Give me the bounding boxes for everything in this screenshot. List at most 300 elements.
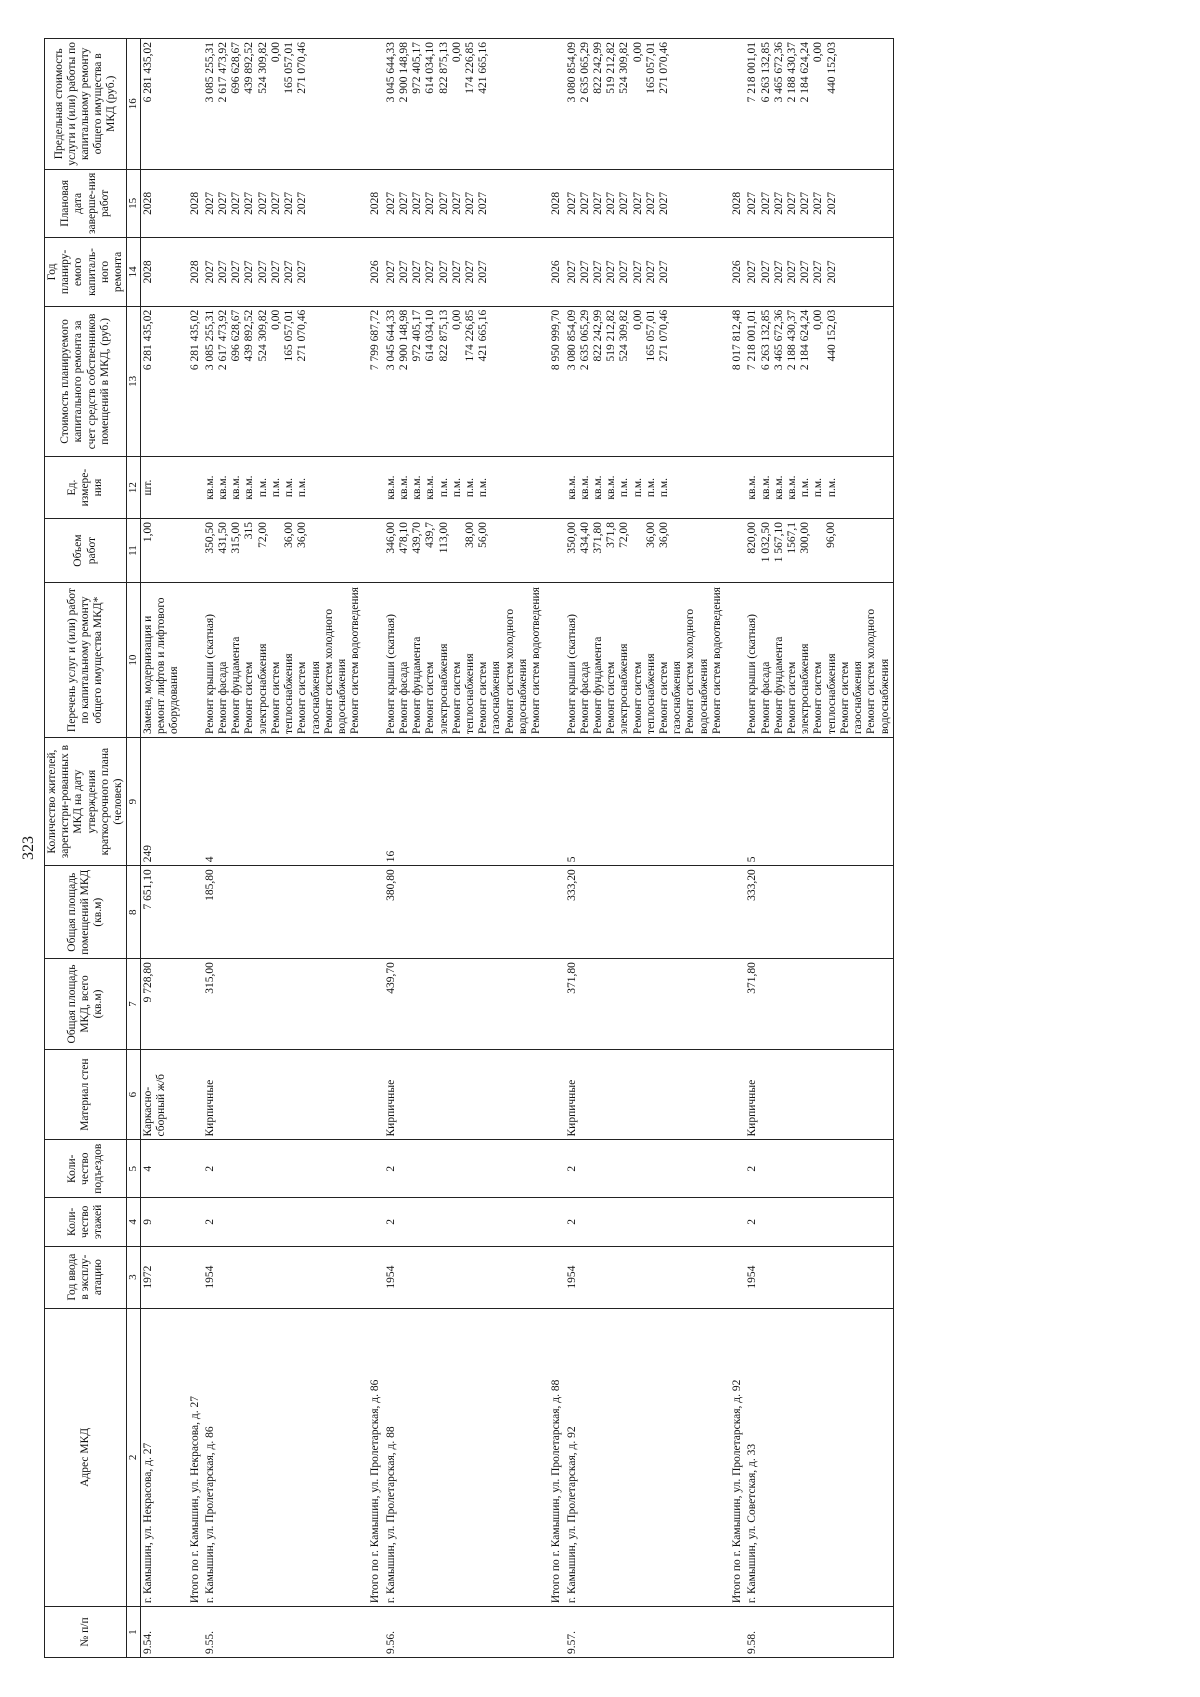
table-row: [140, 39, 182, 1658]
total-blank: [544, 1049, 564, 1140]
work-end-date: 2027: [411, 191, 424, 215]
total-row: [544, 39, 564, 1658]
work-end-date: 2027: [217, 191, 230, 215]
work-year: 2027: [243, 260, 256, 284]
record-number: 9.55.: [203, 1607, 364, 1658]
record-residents: 16: [384, 737, 545, 865]
total-blank: [363, 959, 383, 1050]
work-cost: 2 617 473,92: [217, 309, 230, 371]
total-row: [363, 39, 383, 1658]
work-year: 2027: [786, 260, 799, 284]
work-costs: [745, 306, 893, 456]
work-unit: кв.м.: [424, 475, 437, 500]
total-blank: [363, 39, 383, 170]
work-name: Ремонт фасада: [578, 661, 591, 734]
work-volume: [451, 522, 464, 579]
work-limit-cost: 3 085 255,31: [203, 42, 216, 103]
work-end-date: 2027: [424, 191, 437, 215]
total-year: 2026: [544, 238, 564, 307]
work-volume: 346,00: [384, 522, 397, 554]
total-blank: [363, 866, 383, 959]
work-limit-cost: 271 070,46: [658, 42, 671, 94]
work-limit-cost: 524 309,82: [256, 42, 269, 94]
work-volumes: [140, 519, 182, 583]
work-limit-cost: 6 281 435,02: [141, 42, 154, 103]
work-cost: 0,00: [812, 309, 825, 330]
column-number: 7: [127, 959, 141, 1050]
work-end-date: 2027: [578, 191, 591, 215]
total-end: 2028: [363, 169, 383, 238]
work-limits: [140, 39, 182, 170]
total-label: Итого по г. Камышин, ул. Некрасова, д. 27: [183, 1308, 203, 1607]
column-number: 10: [127, 583, 141, 738]
record-floors: 2: [565, 1197, 726, 1246]
work-costs: [384, 306, 545, 456]
work-cost: 696 628,67: [230, 309, 243, 362]
work-cost: 2 188 430,37: [786, 309, 799, 371]
work-end-date: 2027: [437, 191, 450, 215]
header-row: [45, 39, 127, 1658]
work-unit: п.м.: [283, 477, 296, 498]
work-name: Ремонт фасада: [397, 661, 410, 734]
total-blank: [725, 39, 745, 170]
work-year: 2027: [463, 260, 476, 284]
total-year: 2026: [363, 238, 383, 307]
work-unit: кв.м.: [565, 475, 578, 500]
record-area-rooms: 333,20: [565, 866, 726, 959]
work-year: 2027: [605, 260, 618, 284]
work-cost: 440 152,03: [825, 309, 838, 362]
work-years: [565, 238, 726, 307]
work-cost: 6 281 435,02: [141, 309, 154, 371]
record-address: г. Камышин, ул. Пролетарская, д. 86: [203, 1308, 364, 1607]
work-limit-cost: 0,00: [631, 42, 644, 63]
total-blank: [363, 457, 383, 519]
work-year: 2027: [565, 260, 578, 284]
work-limit-cost: 7 218 001,01: [746, 42, 759, 103]
record-residents: 5: [745, 737, 893, 865]
total-row: [183, 39, 203, 1658]
work-name: Ремонт систем электроснабжения: [424, 643, 450, 734]
work-year: 2027: [411, 260, 424, 284]
total-blank: [363, 1049, 383, 1140]
column-number: 13: [127, 306, 141, 456]
work-volumes: [745, 519, 893, 583]
work-volume: 431,50: [217, 522, 230, 554]
work-name: Ремонт крыши (скатная): [203, 614, 216, 734]
record-year: 1954: [203, 1246, 364, 1308]
work-limit-cost: 165 057,01: [283, 42, 296, 94]
table-row: [384, 39, 545, 1658]
table-row: [203, 39, 364, 1658]
column-number: 14: [127, 238, 141, 307]
work-name: Ремонт систем электроснабжения: [786, 643, 812, 734]
work-name: Ремонт систем электроснабжения: [243, 643, 269, 734]
work-costs: [565, 306, 726, 456]
work-name: Ремонт фундамента: [411, 636, 424, 734]
work-limit-cost: 3 080 854,09: [565, 42, 578, 103]
work-cost: 421 665,16: [477, 309, 490, 362]
work-unit: п.м.: [658, 477, 671, 498]
work-cost: 822 875,13: [437, 309, 450, 362]
total-blank: [183, 457, 203, 519]
work-limit-cost: 519 212,82: [605, 42, 618, 94]
total-blank: [725, 1607, 745, 1658]
work-unit: кв.м.: [397, 475, 410, 500]
work-volumes: [565, 519, 726, 583]
record-number: 9.54.: [140, 1607, 182, 1658]
capital-repair-table: [44, 38, 894, 1658]
record-number: 9.58.: [745, 1607, 893, 1658]
column-number: 12: [127, 457, 141, 519]
table-body: [140, 39, 893, 1658]
page-number: 323: [20, 836, 37, 860]
work-unit: кв.м.: [786, 475, 799, 500]
work-unit: п.м.: [644, 477, 657, 498]
total-blank: [363, 1197, 383, 1246]
work-end-date: 2027: [477, 191, 490, 215]
work-year: 2027: [812, 260, 825, 284]
total-year: 2026: [725, 238, 745, 307]
work-years: [745, 238, 893, 307]
total-blank: [544, 1607, 564, 1658]
work-name: Ремонт систем газоснабжения: [838, 661, 865, 734]
work-unit: п.м.: [256, 477, 269, 498]
total-blank: [544, 1140, 564, 1198]
work-year: 2027: [256, 260, 269, 284]
work-name: Ремонт крыши (скатная): [746, 614, 759, 734]
work-limit-cost: 6 263 132,85: [759, 42, 772, 103]
work-volume: [270, 522, 283, 579]
column-header: Количество жителей, зарегистри-рованных в МКД на дату утверждения краткосрочного плана (человек): [45, 737, 127, 865]
record-entrances: 2: [745, 1140, 893, 1198]
work-year: 2027: [618, 260, 631, 284]
record-entrances: 4: [140, 1140, 182, 1198]
work-end-date: 2027: [565, 191, 578, 215]
work-ends: [745, 169, 893, 238]
total-label: Итого по г. Камышин, ул. Пролетарская, д. 92: [725, 1308, 745, 1607]
work-cost: 0,00: [269, 309, 282, 330]
work-unit: п.м.: [799, 477, 812, 498]
table-header: [45, 39, 141, 1658]
work-end-date: 2027: [605, 191, 618, 215]
total-blank: [363, 583, 383, 738]
work-name: Ремонт систем газоснабжения: [658, 661, 684, 734]
work-unit: п.м.: [269, 477, 282, 498]
works-list: [565, 583, 726, 738]
total-year: 2028: [183, 238, 203, 307]
total-blank: [544, 519, 564, 583]
work-cost: 614 034,10: [424, 309, 437, 362]
work-unit: п.м.: [812, 477, 825, 498]
total-cost: 8 950 999,70: [544, 306, 564, 456]
work-year: 2027: [450, 260, 463, 284]
record-year: 1954: [565, 1246, 726, 1308]
column-header: Год ввода в эксплу-атацию: [45, 1246, 127, 1308]
total-blank: [183, 737, 203, 865]
work-end-date: 2027: [296, 191, 309, 215]
total-cost: 8 017 812,48: [725, 306, 745, 456]
work-years: [203, 238, 364, 307]
work-volume: 350,00: [565, 522, 578, 554]
work-end-date: 2027: [450, 191, 463, 215]
total-blank: [725, 959, 745, 1050]
total-blank: [544, 737, 564, 865]
work-limit-cost: 2 184 624,24: [799, 42, 812, 103]
work-year: 2027: [217, 260, 230, 284]
work-volume: 96,00: [825, 522, 838, 548]
work-end-date: 2027: [269, 191, 282, 215]
work-limits: [203, 39, 364, 170]
work-end-date: 2027: [631, 191, 644, 215]
work-end-date: 2027: [786, 191, 799, 215]
work-year: 2027: [384, 260, 397, 284]
work-year: 2027: [746, 260, 759, 284]
work-volume: 1,00: [141, 522, 154, 543]
record-area-total: 439,70: [384, 959, 545, 1050]
work-cost: 524 309,82: [618, 309, 631, 362]
work-cost: 972 405,17: [411, 309, 424, 362]
work-unit: п.м.: [450, 477, 463, 498]
work-year: 2027: [759, 260, 772, 284]
work-end-date: 2028: [141, 191, 154, 215]
work-unit: п.м.: [437, 477, 450, 498]
work-limit-cost: 822 242,99: [591, 42, 604, 94]
total-blank: [725, 1246, 745, 1308]
work-unit: кв.м.: [217, 475, 230, 500]
work-volume: 38,00: [463, 522, 476, 548]
record-entrances: 2: [565, 1140, 726, 1198]
work-limit-cost: 972 405,17: [411, 42, 424, 94]
column-header: Коли-чество подъездов: [45, 1140, 127, 1198]
work-limit-cost: 614 034,10: [424, 42, 437, 94]
work-unit: кв.м.: [411, 475, 424, 500]
column-number: 16: [127, 39, 141, 170]
work-volume: 371,80: [591, 522, 604, 554]
work-cost: 519 212,82: [605, 309, 618, 362]
work-name: Ремонт систем теплоснабжения: [631, 653, 657, 734]
record-floors: 9: [140, 1197, 182, 1246]
work-volume: 350,50: [203, 522, 216, 554]
work-cost: 6 263 132,85: [759, 309, 772, 371]
work-year: 2027: [658, 260, 671, 284]
total-blank: [544, 39, 564, 170]
work-limit-cost: 2 635 065,29: [578, 42, 591, 103]
work-volume: 36,00: [282, 522, 295, 548]
total-blank: [183, 1197, 203, 1246]
work-cost: 165 057,01: [644, 309, 657, 362]
work-unit: п.м.: [296, 477, 309, 498]
total-blank: [725, 1197, 745, 1246]
work-cost: 7 218 001,01: [746, 309, 759, 371]
work-cost: 3 045 644,33: [384, 309, 397, 371]
work-years: [140, 238, 182, 307]
record-floors: 2: [384, 1197, 545, 1246]
column-header: Год планиру-емого капиталь-ного ремонта: [45, 238, 127, 307]
work-costs: [140, 306, 182, 456]
works-list: [745, 583, 893, 738]
work-limits: [565, 39, 726, 170]
work-volume: 72,00: [618, 522, 631, 548]
column-header: Перечень услуг и (или) работ по капитальному ремонту общего имущества МКД*: [45, 583, 127, 738]
works-list: [203, 583, 364, 738]
column-number-row: [127, 39, 141, 1658]
work-year: 2027: [397, 260, 410, 284]
work-unit: кв.м.: [746, 475, 759, 500]
work-end-date: 2027: [759, 191, 772, 215]
work-years: [384, 238, 545, 307]
total-blank: [363, 519, 383, 583]
record-area-total: 371,80: [745, 959, 893, 1050]
total-blank: [725, 737, 745, 865]
work-name: Ремонт систем теплоснабжения: [812, 653, 838, 734]
work-year: 2027: [644, 260, 657, 284]
work-units: [140, 457, 182, 519]
work-cost: 822 242,99: [591, 309, 604, 362]
work-end-date: 2027: [812, 191, 825, 215]
total-blank: [725, 519, 745, 583]
work-unit: кв.м.: [203, 475, 216, 500]
record-area-total: 9 728,80: [140, 959, 182, 1050]
work-name: Ремонт систем теплоснабжения: [450, 653, 476, 734]
work-end-date: 2027: [256, 191, 269, 215]
work-units: [203, 457, 364, 519]
total-blank: [183, 1140, 203, 1198]
total-blank: [183, 1246, 203, 1308]
work-cost: 3 465 672,36: [772, 309, 785, 371]
work-name: Ремонт фасада: [759, 661, 772, 734]
work-units: [745, 457, 893, 519]
work-unit: кв.м.: [759, 475, 772, 500]
work-end-date: 2027: [243, 191, 256, 215]
work-cost: 174 226,85: [463, 309, 476, 362]
work-name: Ремонт крыши (скатная): [565, 614, 578, 734]
total-blank: [363, 737, 383, 865]
total-row: [725, 39, 745, 1658]
column-header: Стоимость планируемого капитального ремонта за счет средств собственников помещений в МКД, (руб.): [45, 306, 127, 456]
work-name: Ремонт систем водоотведения: [530, 587, 543, 734]
record-address: г. Камышин, ул. Некрасова, д. 27: [140, 1308, 182, 1607]
record-wall-material: Каркасно-сборный ж/б: [140, 1049, 182, 1140]
record-residents: 249: [140, 737, 182, 865]
column-header: № п/п: [45, 1607, 127, 1658]
work-year: 2027: [825, 260, 838, 284]
work-unit: п.м.: [825, 477, 838, 498]
work-volume: 315: [243, 522, 256, 540]
record-address: г. Камышин, ул. Пролетарская, д. 88: [384, 1308, 545, 1607]
work-name: Ремонт крыши (скатная): [384, 614, 397, 734]
work-unit: п.м.: [463, 477, 476, 498]
work-year: 2028: [141, 260, 154, 284]
total-end: 2028: [183, 169, 203, 238]
column-number: 15: [127, 169, 141, 238]
work-limit-cost: 0,00: [450, 42, 463, 63]
work-limits: [745, 39, 893, 170]
record-number: 9.56.: [384, 1607, 545, 1658]
column-number: 3: [127, 1246, 141, 1308]
work-limit-cost: 174 226,85: [463, 42, 476, 94]
work-limit-cost: 440 152,03: [825, 42, 838, 94]
work-year: 2027: [437, 260, 450, 284]
total-blank: [183, 1049, 203, 1140]
record-wall-material: Кирпичные: [745, 1049, 893, 1140]
column-header: Объем работ: [45, 519, 127, 583]
work-volumes: [384, 519, 545, 583]
work-limit-cost: 271 070,46: [296, 42, 309, 94]
work-name: Ремонт фундамента: [230, 636, 243, 734]
column-number: 4: [127, 1197, 141, 1246]
work-unit: кв.м.: [605, 475, 618, 500]
work-volume: 300,00: [799, 522, 812, 554]
work-volume: 434,40: [578, 522, 591, 554]
column-number: 8: [127, 866, 141, 959]
record-entrances: 2: [384, 1140, 545, 1198]
work-limit-cost: 2 900 148,98: [397, 42, 410, 103]
rotated-page: [20, 18, 1180, 1678]
work-units: [565, 457, 726, 519]
work-volume: 478,10: [397, 522, 410, 554]
total-label: Итого по г. Камышин, ул. Пролетарская, д. 86: [363, 1308, 383, 1607]
record-number: 9.57.: [565, 1607, 726, 1658]
record-wall-material: Кирпичные: [384, 1049, 545, 1140]
column-number: 5: [127, 1140, 141, 1198]
work-year: 2027: [269, 260, 282, 284]
record-area-rooms: 333,20: [745, 866, 893, 959]
work-cost: 271 070,46: [658, 309, 671, 362]
work-limit-cost: 524 309,82: [618, 42, 631, 94]
total-blank: [183, 959, 203, 1050]
record-area-rooms: 7 651,10: [140, 866, 182, 959]
work-volume: 820,00: [746, 522, 759, 554]
record-area-total: 371,80: [565, 959, 726, 1050]
work-end-date: 2027: [203, 191, 216, 215]
record-floors: 2: [745, 1197, 893, 1246]
work-year: 2027: [631, 260, 644, 284]
record-wall-material: Кирпичные: [203, 1049, 364, 1140]
work-ends: [140, 169, 182, 238]
total-blank: [725, 583, 745, 738]
work-unit: кв.м.: [230, 475, 243, 500]
work-year: 2027: [799, 260, 812, 284]
work-volume: 36,00: [657, 522, 670, 548]
work-name: Ремонт систем холодного водоснабжения: [684, 608, 710, 734]
work-cost: 271 070,46: [296, 309, 309, 362]
work-cost: 3 080 854,09: [565, 309, 578, 371]
work-year: 2027: [283, 260, 296, 284]
work-cost: 165 057,01: [283, 309, 296, 362]
total-blank: [725, 1140, 745, 1198]
work-limit-cost: 2 617 473,92: [217, 42, 230, 103]
work-volume: 56,00: [476, 522, 489, 548]
column-header: Общая площадь МКД, всего (кв.м): [45, 959, 127, 1050]
works-list: [384, 583, 545, 738]
record-year: 1954: [384, 1246, 545, 1308]
work-year: 2027: [296, 260, 309, 284]
total-blank: [544, 1197, 564, 1246]
work-volume: 439,7: [424, 522, 437, 548]
work-unit: п.м.: [477, 477, 490, 498]
record-area-rooms: 380,80: [384, 866, 545, 959]
total-blank: [544, 959, 564, 1050]
work-cost: 0,00: [450, 309, 463, 330]
work-volume: 1 567,10: [772, 522, 785, 563]
total-blank: [183, 583, 203, 738]
work-limit-cost: 0,00: [812, 42, 825, 63]
work-volumes: [203, 519, 364, 583]
record-area-rooms: 185,80: [203, 866, 364, 959]
total-blank: [725, 457, 745, 519]
work-year: 2027: [578, 260, 591, 284]
